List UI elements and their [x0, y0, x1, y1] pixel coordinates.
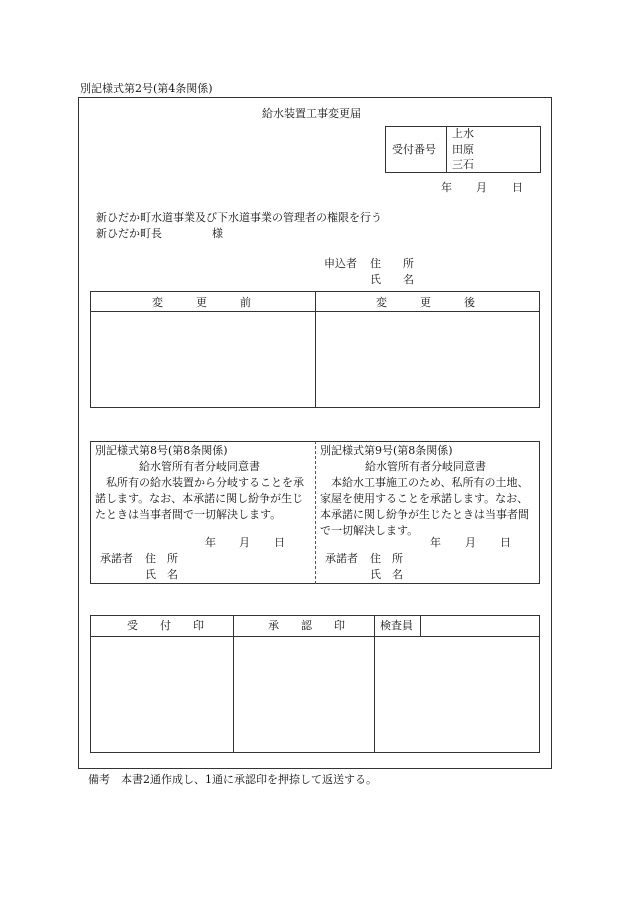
receipt-line-2: 田原 [452, 143, 474, 156]
consent-right-form-label: 別記様式第9号(第8条関係) [320, 444, 453, 457]
change-before-header: 変 更 前 [152, 296, 251, 309]
consent-left-year: 年 [205, 536, 216, 549]
change-after-header: 変 更 後 [376, 296, 475, 309]
addressee-honorific: 様 [212, 227, 223, 240]
consent-right-name: 氏 名 [370, 568, 403, 581]
consent-left-day: 日 [274, 536, 285, 549]
consent-right-day: 日 [500, 536, 511, 549]
stamp-inspector-header: 検査員 [380, 619, 413, 632]
consent-left-consenter: 承諾者 [100, 552, 133, 565]
stamp-approval-header: 承 認 印 [268, 619, 345, 632]
addressee-line-1: 新ひだか町水道事業及び下水道事業の管理者の権限を行う [96, 211, 382, 224]
receipt-line-3: 三石 [452, 158, 474, 171]
applicant-label: 申込者 [324, 257, 357, 270]
receipt-label: 受付番号 [392, 143, 436, 156]
consent-left-title: 給水管所有者分岐同意書 [139, 460, 260, 473]
consent-left-form-label: 別記様式第8号(第8条関係) [95, 444, 228, 457]
receipt-line-1: 上水 [452, 127, 474, 140]
stamp-reception-header: 受 付 印 [127, 619, 204, 632]
addressee-line-2: 新ひだか町長 [96, 227, 162, 240]
consent-right-month: 月 [465, 536, 476, 549]
consent-left-body: 私所有の給水装置から分岐することを承諾します。なお、本承諾に関し紛争が生じたときは当事者間で一切解決します。 [95, 476, 304, 521]
consent-right-address: 住 所 [370, 552, 403, 565]
form-label: 別記様式第2号(第4条関係) [80, 82, 213, 95]
consent-left-address: 住 所 [145, 552, 178, 565]
remark: 備考 本書2通作成し、1通に承認印を押捺して返送する。 [88, 773, 377, 786]
form-title: 給水装置工事変更届 [262, 107, 361, 120]
applicant-address-label: 住 所 [370, 257, 414, 270]
consent-right-body: 本給水工事施工のため、私所有の土地、家屋を使用することを承諾します。なお、本承諾に関し紛争が生じたときは当事者間で一切解決します。 [320, 476, 529, 537]
consent-right-year: 年 [430, 536, 441, 549]
consent-left-month: 月 [239, 536, 250, 549]
applicant-name-label: 氏 名 [370, 273, 414, 286]
consent-right-title: 給水管所有者分岐同意書 [365, 460, 486, 473]
date-month: 月 [476, 181, 487, 194]
date-year: 年 [441, 181, 452, 194]
consent-right-consenter: 承諾者 [325, 552, 358, 565]
consent-left-name: 氏 名 [145, 568, 178, 581]
date-day: 日 [512, 181, 523, 194]
